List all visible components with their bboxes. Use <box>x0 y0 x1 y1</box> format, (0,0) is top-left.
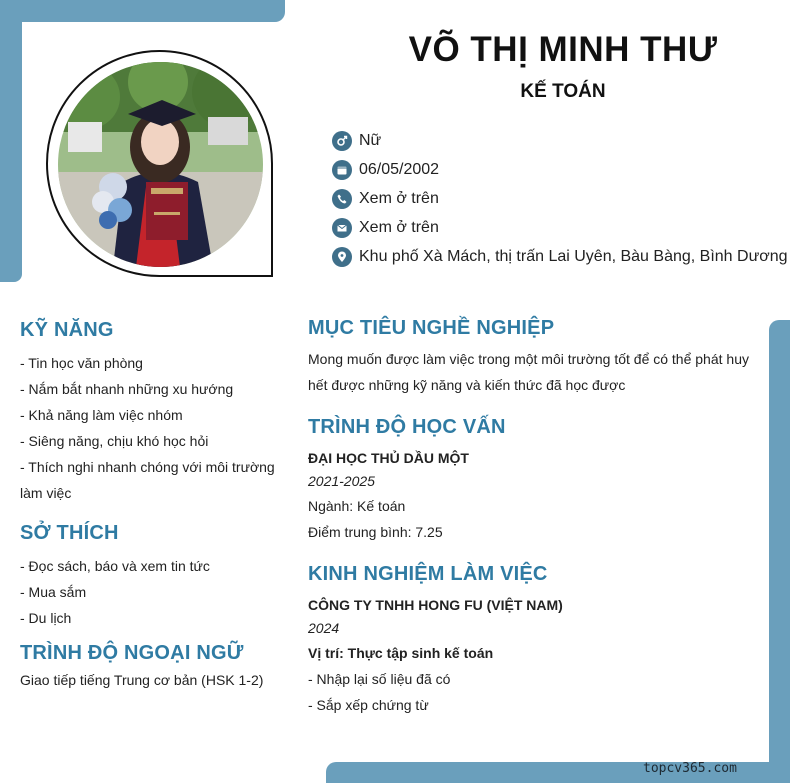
skill-item: - Khả năng làm việc nhóm <box>20 407 183 423</box>
skill-item: - Nắm bắt nhanh những xu hướng <box>20 381 234 397</box>
skill-item: - Siêng năng, chịu khó học hỏi <box>20 433 209 449</box>
hobbies-list <box>20 553 285 631</box>
education-major: Ngành: Kế toán <box>308 498 406 514</box>
decor-bar-left <box>0 0 22 282</box>
experience-company: CÔNG TY TNHH HONG FU (VIỆT NAM) <box>308 597 563 613</box>
skill-item: - Tin học văn phòng <box>20 355 143 371</box>
watermark: topcv365.com <box>643 761 737 776</box>
contact-address-text: Khu phố Xà Mách, thị trấn Lai Uyên, Bàu Bàng, Bình Dương <box>359 248 788 265</box>
hobby-item: - Mua sắm <box>20 584 87 600</box>
calendar-icon <box>332 160 352 180</box>
skills-list <box>20 350 285 506</box>
profile-photo <box>58 62 263 267</box>
experience-position: Vị trí: Thực tập sinh kế toán <box>308 645 494 661</box>
contact-gender <box>332 131 381 151</box>
hobbies-heading: SỞ THÍCH <box>20 522 119 544</box>
candidate-name: VÕ THỊ MINH THƯ <box>408 30 718 69</box>
experience-task: - Nhập lại số liệu đã có <box>308 671 451 687</box>
objective-text: Mong muốn được làm việc trong một môi trường tốt để có thể phát huy hết được những kỹ năng và kiến thức đã học được <box>308 351 749 393</box>
contact-phone <box>332 189 439 209</box>
skills-heading: KỸ NĂNG <box>20 319 114 341</box>
hobby-item: - Du lịch <box>20 610 72 626</box>
experience-heading: KINH NGHIỆM LÀM VIỆC <box>308 563 548 585</box>
location-icon <box>332 247 352 267</box>
contact-address <box>332 247 788 267</box>
gender-icon <box>332 131 352 151</box>
objective-heading: MỤC TIÊU NGHỀ NGHIỆP <box>308 317 555 339</box>
education-heading: TRÌNH ĐỘ HỌC VẤN <box>308 416 506 438</box>
skill-item: - Thích nghi nhanh chóng với môi trường làm việc <box>20 459 275 501</box>
hobby-item: - Đọc sách, báo và xem tin tức <box>20 558 210 574</box>
email-icon <box>332 218 352 238</box>
experience-task: - Sắp xếp chứng từ <box>308 697 429 713</box>
decor-bar-right <box>769 320 790 783</box>
decor-bar-top <box>0 0 285 22</box>
contact-email <box>332 218 439 238</box>
contact-email-text: Xem ở trên <box>359 219 439 236</box>
contact-birthday-text: 06/05/2002 <box>359 161 440 178</box>
contact-gender-text: Nữ <box>359 132 382 149</box>
languages-heading: TRÌNH ĐỘ NGOẠI NGỮ <box>20 642 244 664</box>
contact-birthday <box>332 160 439 180</box>
phone-icon <box>332 189 352 209</box>
languages-text: Giao tiếp tiếng Trung cơ bản (HSK 1-2) <box>20 672 264 688</box>
contact-phone-text: Xem ở trên <box>359 190 439 207</box>
education-gpa: Điểm trung bình: 7.25 <box>308 524 443 540</box>
experience-year: 2024 <box>308 620 340 636</box>
education-years: 2021-2025 <box>308 473 375 489</box>
education-school: ĐẠI HỌC THỦ DẦU MỘT <box>308 450 469 466</box>
job-title: KẾ TOÁN <box>520 81 606 102</box>
